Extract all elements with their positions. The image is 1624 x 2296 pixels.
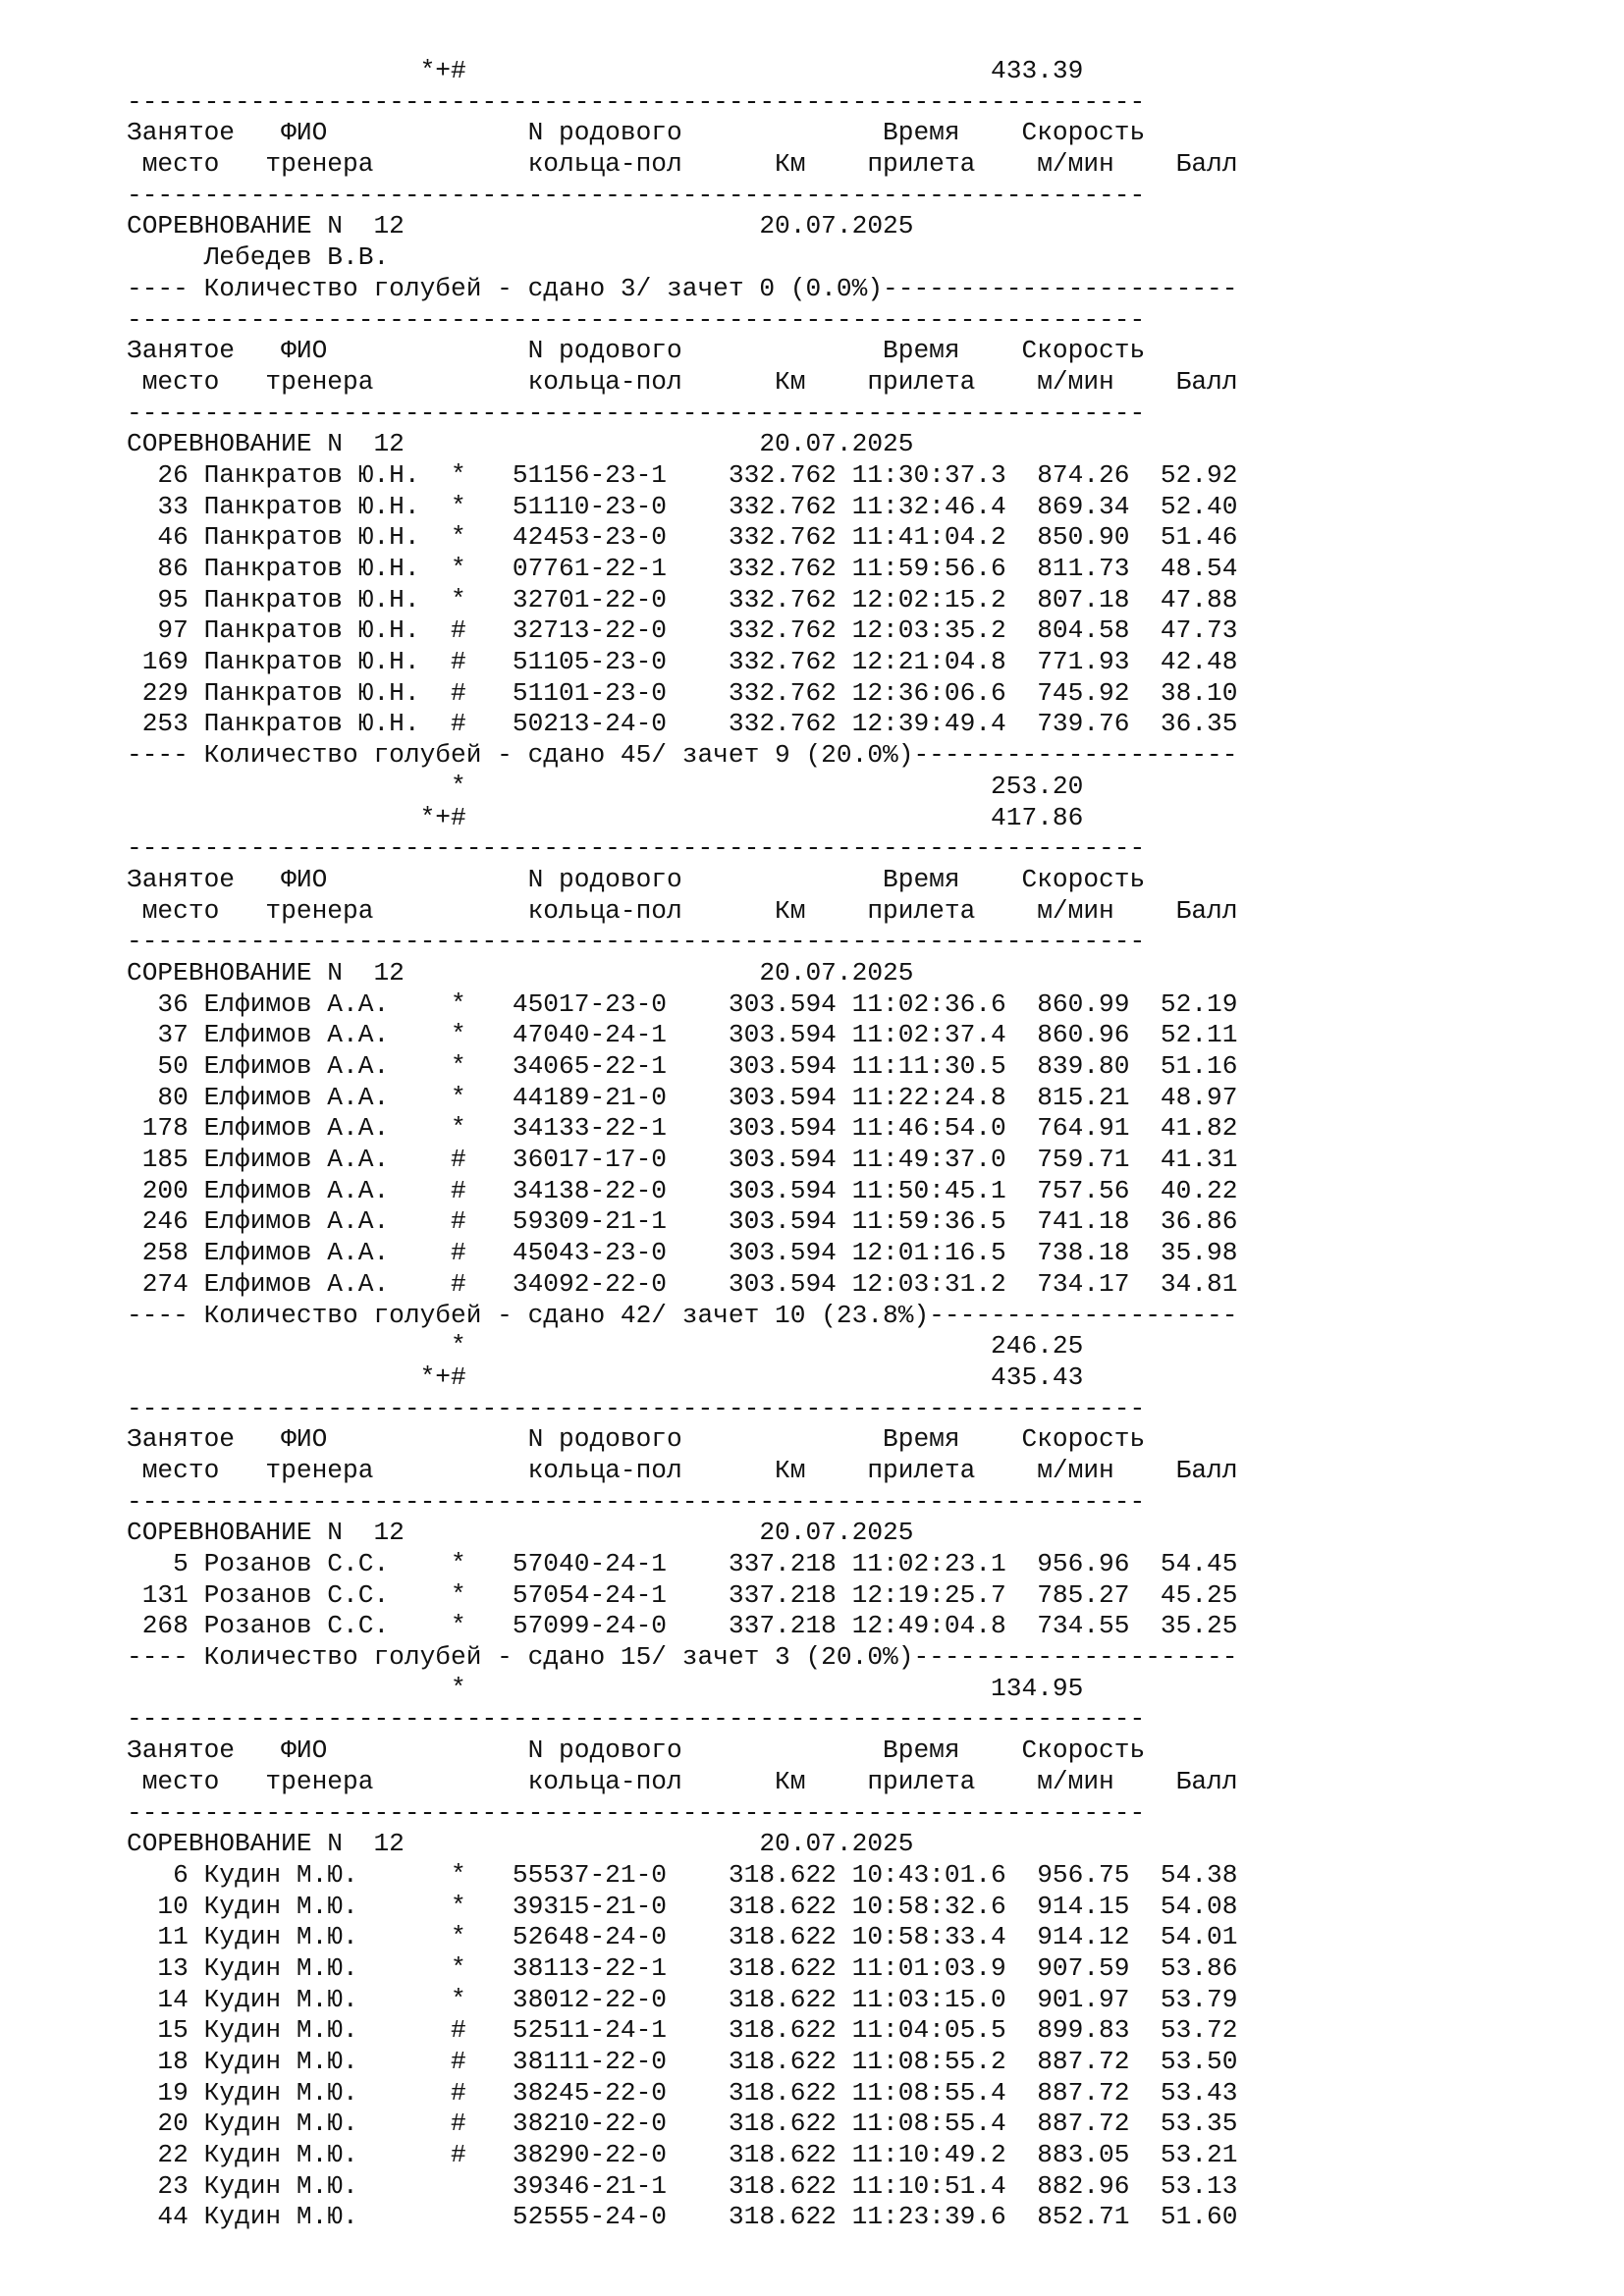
- result-row: 23 Кудин М.Ю. 39346-21-1 318.622 11:10:51.4 882.96 53.13: [127, 2170, 1238, 2201]
- result-row: 36 Елфимов А.А. * 45017-23-0 303.594 11:02:36.6 860.99 52.19: [127, 988, 1238, 1019]
- separator-line: ------------------------------------------------------------------: [127, 927, 1146, 957]
- result-row: 19 Кудин М.Ю. # 38245-22-0 318.622 11:08:55.4 887.72 53.43: [127, 2077, 1238, 2108]
- result-row: 274 Елфимов А.А. # 34092-22-0 303.594 12:03:31.2 734.17 34.81: [127, 1268, 1238, 1299]
- separator-line: ------------------------------------------------------------------: [127, 1486, 1146, 1517]
- report-line: Лебедев В.В.: [127, 242, 390, 273]
- separator-line: ------------------------------------------------------------------: [127, 1393, 1146, 1423]
- result-row: 169 Панкратов Ю.Н. # 51105-23-0 332.762 12:21:04.8 771.93 42.48: [127, 647, 1238, 677]
- result-row: 178 Елфимов А.А. * 34133-22-1 303.594 11:46:54.0 764.91 41.82: [127, 1113, 1238, 1144]
- result-row: 86 Панкратов Ю.Н. * 07761-22-1 332.762 11:59:56.6 811.73 48.54: [127, 554, 1238, 583]
- result-row: 268 Розанов С.С. * 57099-24-0 337.218 12:49:04.8 734.55 35.25: [127, 1611, 1238, 1641]
- result-row: 253 Панкратов Ю.Н. # 50213-24-0 332.762 12:39:49.4 739.76 36.35: [127, 709, 1238, 739]
- result-row: 95 Панкратов Ю.Н. * 32701-22-0 332.762 12:02:15.2 807.18 47.88: [127, 584, 1238, 614]
- result-row: 97 Панкратов Ю.Н. # 32713-22-0 332.762 12:03:35.2 804.58 47.73: [127, 615, 1238, 646]
- points-total: * 246.25: [127, 1331, 1084, 1362]
- result-row: 80 Елфимов А.А. * 44189-21-0 303.594 11:22:24.8 815.21 48.97: [127, 1082, 1238, 1112]
- separator-line: ------------------------------------------------------------------: [127, 1704, 1146, 1735]
- result-row: 11 Кудин М.Ю. * 52648-24-0 318.622 10:58:33.4 914.12 54.01: [127, 1922, 1238, 1952]
- column-header: Занятое ФИО N родового Время Скорость: [127, 118, 1146, 148]
- result-row: 50 Елфимов А.А. * 34065-22-1 303.594 11:11:30.5 839.80 51.16: [127, 1051, 1238, 1081]
- points-total: *+# 417.86: [127, 802, 1084, 832]
- pigeon-count-summary: ---- Количество голубей - сдано 3/ зачет 0 (0.0%)-----------------------: [127, 273, 1238, 303]
- result-row: 14 Кудин М.Ю. * 38012-22-0 318.622 11:03:15.0 901.97 53.79: [127, 1984, 1238, 2014]
- separator-line: ------------------------------------------------------------------: [127, 180, 1146, 210]
- column-header: Занятое ФИО N родового Время Скорость: [127, 1424, 1146, 1455]
- result-row: 10 Кудин М.Ю. * 39315-21-0 318.622 10:58:32.6 914.15 54.08: [127, 1891, 1238, 1921]
- competition-title: СОРЕВНОВАНИЕ N 12 20.07.2025: [127, 429, 914, 459]
- column-header: место тренера кольца-пол Км прилета м/мин Балл: [127, 895, 1238, 926]
- result-row: 18 Кудин М.Ю. # 38111-22-0 318.622 11:08:55.2 887.72 53.50: [127, 2047, 1238, 2076]
- result-row: 5 Розанов С.С. * 57040-24-1 337.218 11:02:23.1 956.96 54.45: [127, 1549, 1238, 1578]
- result-row: 15 Кудин М.Ю. # 52511-24-1 318.622 11:04:05.5 899.83 53.72: [127, 2015, 1238, 2046]
- result-row: 258 Елфимов А.А. # 45043-23-0 303.594 12:01:16.5 738.18 35.98: [127, 1238, 1238, 1268]
- result-row: 22 Кудин М.Ю. # 38290-22-0 318.622 11:10:49.2 883.05 53.21: [127, 2140, 1238, 2170]
- competition-title: СОРЕВНОВАНИЕ N 12 20.07.2025: [127, 1518, 914, 1548]
- pigeon-count-summary: ---- Количество голубей - сдано 15/ зачет 3 (20.0%)---------------------: [127, 1642, 1238, 1673]
- points-total: *+# 433.39: [127, 56, 1084, 85]
- pigeon-count-summary: ---- Количество голубей - сдано 45/ зачет 9 (20.0%)---------------------: [127, 740, 1238, 771]
- result-row: 246 Елфимов А.А. # 59309-21-1 303.594 11:59:36.5 741.18 36.86: [127, 1206, 1238, 1237]
- column-header: Занятое ФИО N родового Время Скорость: [127, 1735, 1146, 1766]
- result-row: 33 Панкратов Ю.Н. * 51110-23-0 332.762 11:32:46.4 869.34 52.40: [127, 491, 1238, 521]
- result-row: 200 Елфимов А.А. # 34138-22-0 303.594 11:50:45.1 757.56 40.22: [127, 1175, 1238, 1205]
- result-row: 44 Кудин М.Ю. 52555-24-0 318.622 11:23:39.6 852.71 51.60: [127, 2202, 1238, 2232]
- results-printout: [127, 56, 1237, 2233]
- separator-line: ------------------------------------------------------------------: [127, 1797, 1146, 1828]
- points-total: * 253.20: [127, 771, 1084, 801]
- result-row: 13 Кудин М.Ю. * 38113-22-1 318.622 11:01:03.9 907.59 53.86: [127, 1952, 1238, 1983]
- column-header: Занятое ФИО N родового Время Скорость: [127, 864, 1146, 894]
- points-total: *+# 435.43: [127, 1362, 1084, 1392]
- separator-line: ------------------------------------------------------------------: [127, 304, 1146, 335]
- column-header: место тренера кольца-пол Км прилета м/мин Балл: [127, 1766, 1238, 1796]
- result-row: 131 Розанов С.С. * 57054-24-1 337.218 12:19:25.7 785.27 45.25: [127, 1579, 1238, 1610]
- column-header: Занятое ФИО N родового Время Скорость: [127, 336, 1146, 366]
- separator-line: ------------------------------------------------------------------: [127, 833, 1146, 864]
- column-header: место тренера кольца-пол Км прилета м/мин Балл: [127, 366, 1238, 397]
- separator-line: ------------------------------------------------------------------: [127, 398, 1146, 428]
- competition-title: СОРЕВНОВАНИЕ N 12 20.07.2025: [127, 1829, 914, 1859]
- column-header: место тренера кольца-пол Км прилета м/мин Балл: [127, 1455, 1238, 1485]
- pigeon-count-summary: ---- Количество голубей - сдано 42/ зачет 10 (23.8%)--------------------: [127, 1300, 1238, 1330]
- separator-line: ------------------------------------------------------------------: [127, 86, 1146, 117]
- result-row: 26 Панкратов Ю.Н. * 51156-23-1 332.762 11:30:37.3 874.26 52.92: [127, 459, 1238, 490]
- points-total: * 134.95: [127, 1673, 1084, 1703]
- competition-title: СОРЕВНОВАНИЕ N 12 20.07.2025: [127, 957, 914, 988]
- result-row: 185 Елфимов А.А. # 36017-17-0 303.594 11:49:37.0 759.71 41.31: [127, 1145, 1238, 1175]
- result-row: 6 Кудин М.Ю. * 55537-21-0 318.622 10:43:01.6 956.75 54.38: [127, 1859, 1238, 1890]
- result-row: 229 Панкратов Ю.Н. # 51101-23-0 332.762 12:36:06.6 745.92 38.10: [127, 677, 1238, 708]
- result-row: 37 Елфимов А.А. * 47040-24-1 303.594 11:02:37.4 860.96 52.11: [127, 1020, 1238, 1050]
- competition-title: СОРЕВНОВАНИЕ N 12 20.07.2025: [127, 211, 914, 241]
- result-row: 46 Панкратов Ю.Н. * 42453-23-0 332.762 11:41:04.2 850.90 51.46: [127, 522, 1238, 553]
- result-row: 20 Кудин М.Ю. # 38210-22-0 318.622 11:08:55.4 887.72 53.35: [127, 2109, 1238, 2139]
- column-header: место тренера кольца-пол Км прилета м/мин Балл: [127, 149, 1238, 180]
